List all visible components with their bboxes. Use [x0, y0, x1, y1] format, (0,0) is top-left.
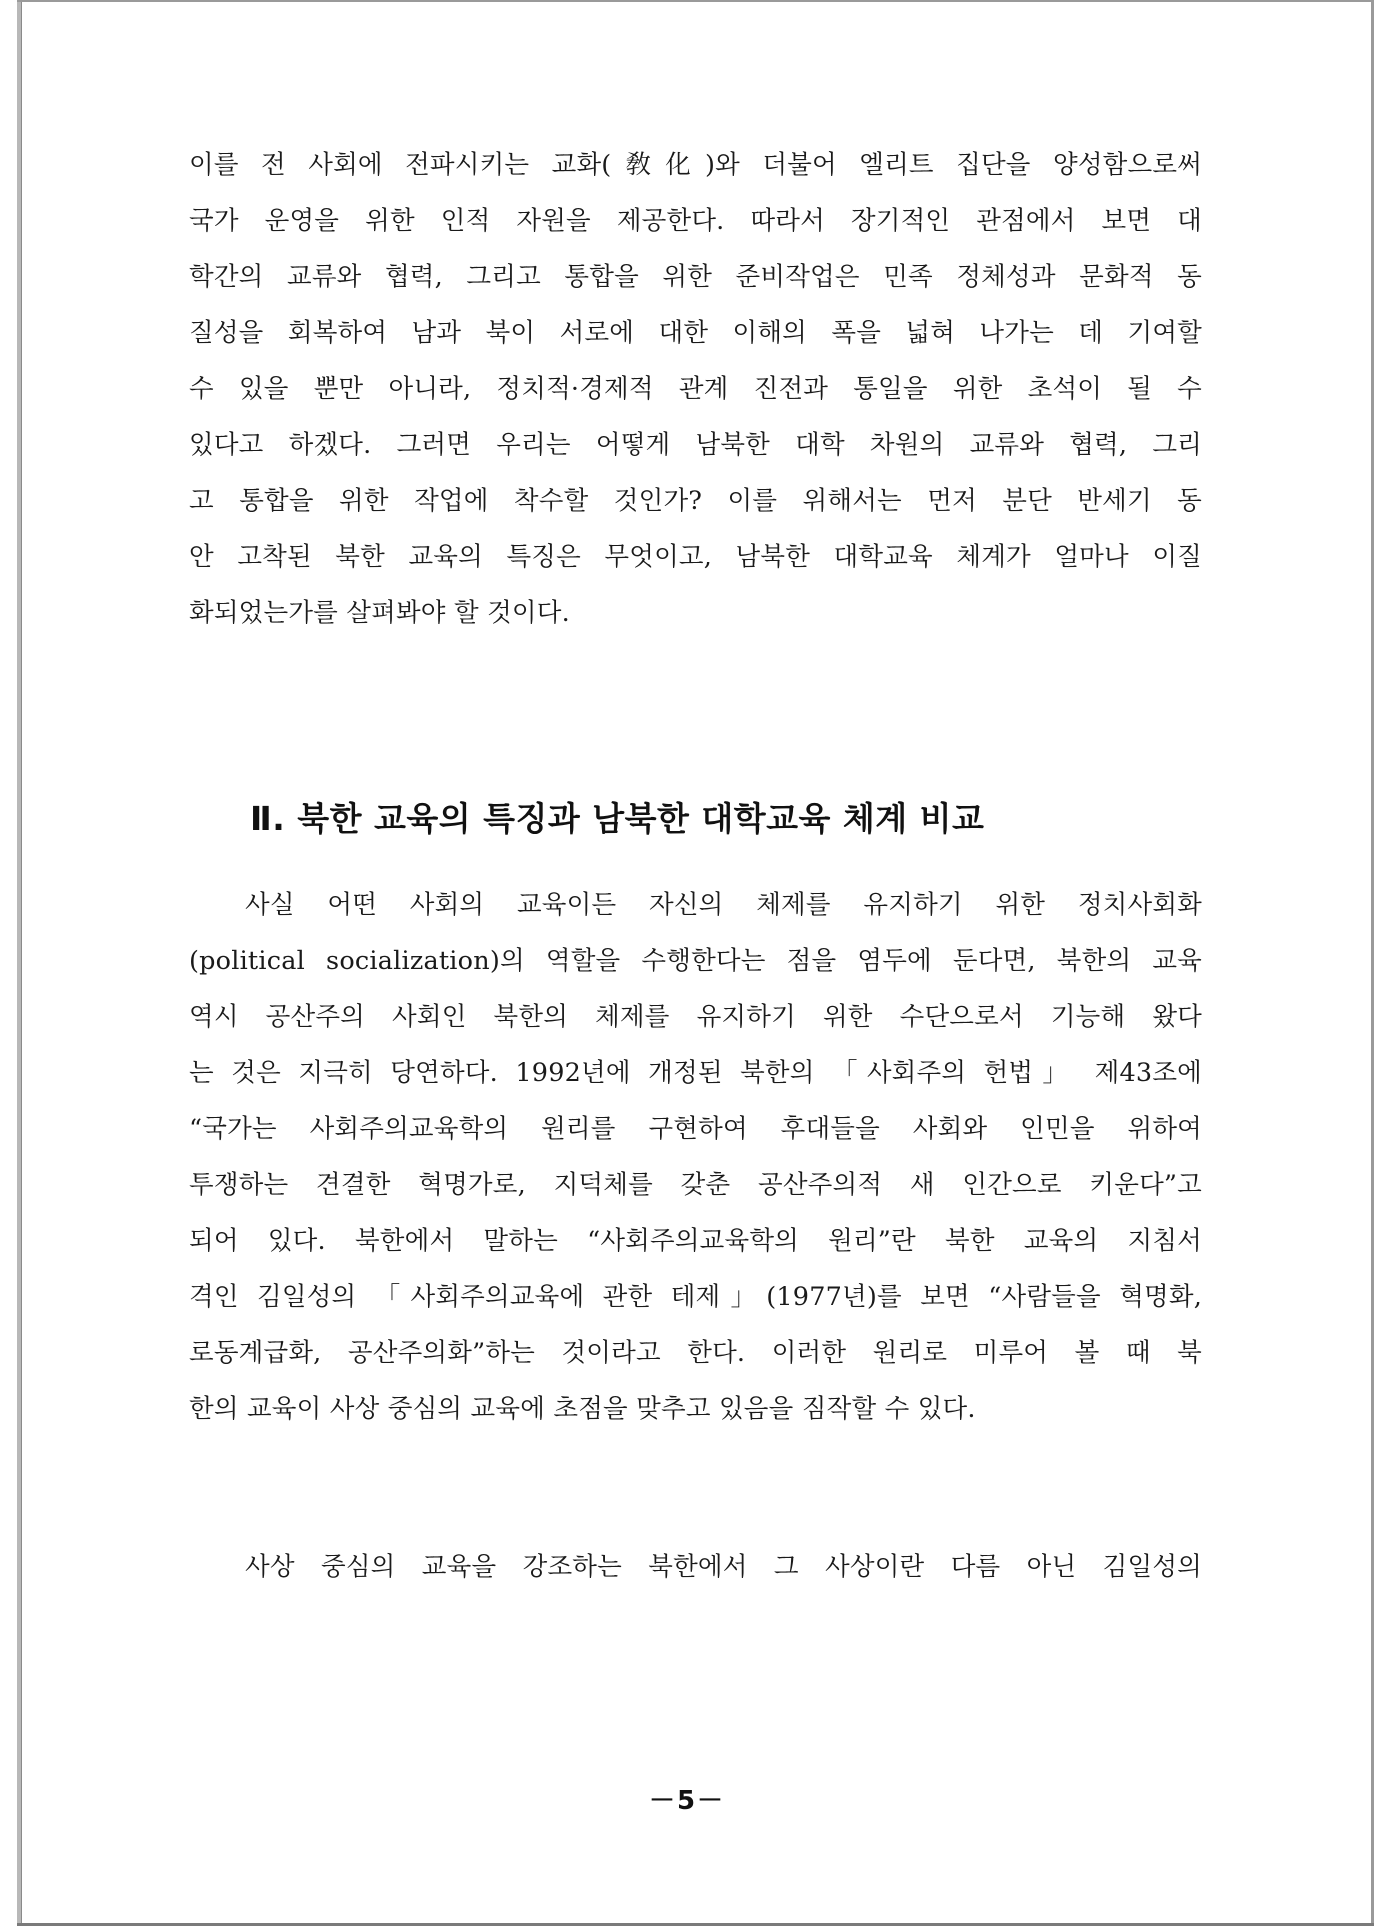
paragraph-line: 고 통합을 위한 작업에 착수할 것인가? 이를 위해서는 먼저 분단 반세기 동: [189, 486, 1202, 516]
paragraph-line: 안 고착된 북한 교육의 특징은 무엇이고, 남북한 대학교육 체계가 얼마나 이질: [189, 542, 1202, 572]
section-heading: Ⅱ. 북한 교육의 특징과 남북한 대학교육 체계 비교: [250, 799, 985, 838]
paragraph-line: 되어 있다. 북한에서 말하는 “사회주의교육학의 원리”란 북한 교육의 지침서: [189, 1226, 1202, 1256]
paragraph-line: 화되었는가를 살펴봐야 할 것이다.: [189, 598, 570, 628]
page-top-edge: [17, 0, 1374, 2]
paragraph-line: 수 있을 뿐만 아니라, 정치적·경제적 관계 진전과 통일을 위한 초석이 될 수: [189, 374, 1202, 404]
page-left-edge: [17, 0, 22, 1926]
paragraph-line: 학간의 교류와 협력, 그리고 통합을 위한 준비작업은 민족 정체성과 문화적 동: [189, 262, 1202, 292]
paragraph-line: 격인 김일성의 「사회주의교육에 관한 테제」(1977년)를 보면 “사람들을 혁명화,: [189, 1282, 1202, 1312]
paragraph-line: 한의 교육이 사상 중심의 교육에 초점을 맞추고 있음을 짐작할 수 있다.: [189, 1394, 976, 1424]
paragraph-line: 질성을 회복하여 남과 북이 서로에 대한 이해의 폭을 넓혀 나가는 데 기여할: [189, 318, 1202, 348]
paragraph-line: 역시 공산주의 사회인 북한의 체제를 유지하기 위한 수단으로서 기능해 왔다: [189, 1002, 1202, 1032]
paragraph-line: 국가 운영을 위한 인적 자원을 제공한다. 따라서 장기적인 관점에서 보면 대: [189, 206, 1202, 236]
page-number: －5－: [648, 1786, 726, 1816]
paragraph-line: “국가는 사회주의교육학의 원리를 구현하여 후대들을 사회와 인민을 위하여: [189, 1114, 1202, 1144]
paragraph-line: 는 것은 지극히 당연하다. 1992년에 개정된 북한의 「사회주의 헌법」 제43조에: [189, 1058, 1202, 1088]
paragraph-line: 사상 중심의 교육을 강조하는 북한에서 그 사상이란 다름 아닌 김일성의: [245, 1552, 1202, 1582]
paragraph-line: 투쟁하는 견결한 혁명가로, 지덕체를 갖춘 공산주의적 새 인간으로 키운다”고: [189, 1170, 1202, 1200]
paragraph-line: 이를 전 사회에 전파시키는 교화(敎化)와 더불어 엘리트 집단을 양성함으로써: [189, 150, 1202, 180]
paragraph-line: (political socialization)의 역할을 수행한다는 점을 염두에 둔다면, 북한의 교육: [189, 946, 1202, 976]
paragraph-line: 로동계급화, 공산주의화”하는 것이라고 한다. 이러한 원리로 미루어 볼 때 북: [189, 1338, 1202, 1368]
paragraph-line: 사실 어떤 사회의 교육이든 자신의 체제를 유지하기 위한 정치사회화: [245, 890, 1202, 920]
paragraph-line: 있다고 하겠다. 그러면 우리는 어떻게 남북한 대학 차원의 교류와 협력, 그리: [189, 430, 1202, 460]
